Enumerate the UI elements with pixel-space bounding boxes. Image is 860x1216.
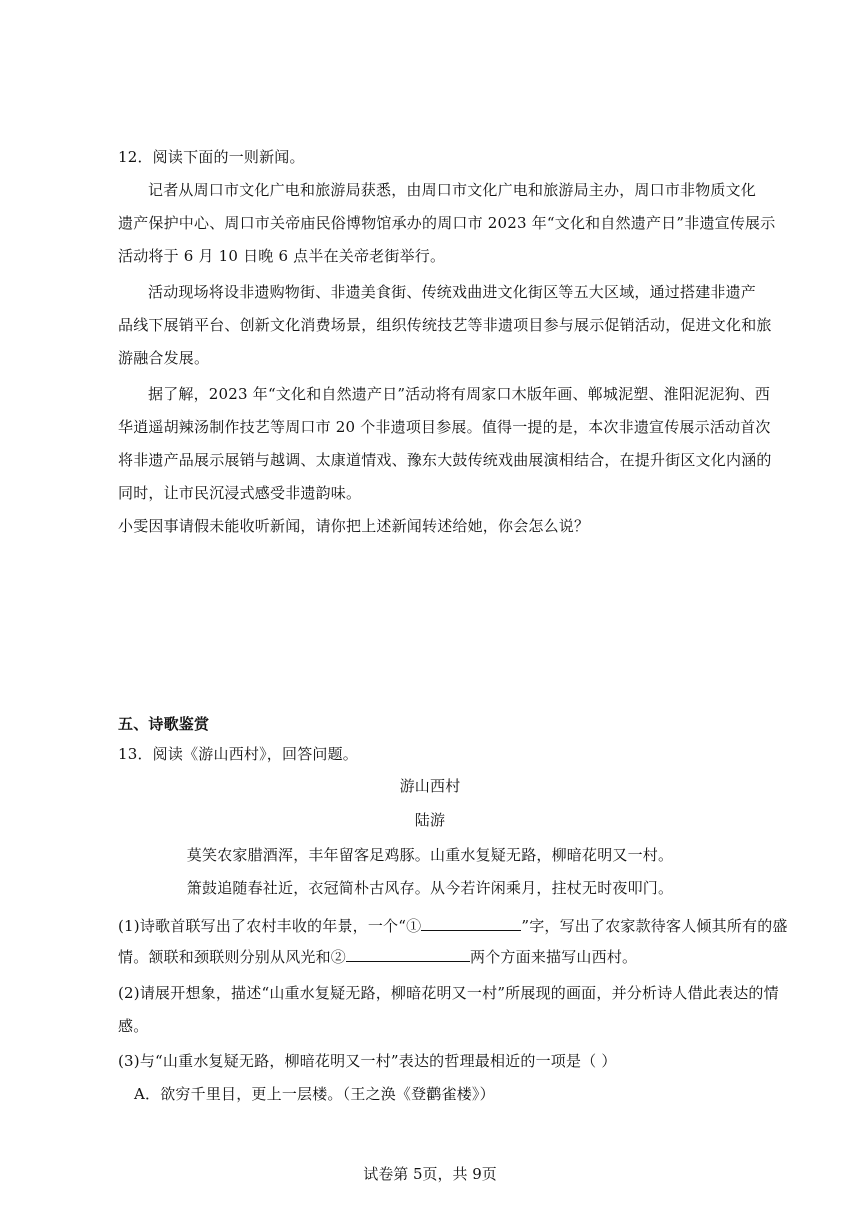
question-13-title: 13．阅读《游山西村》，回答问题。 (118, 745, 358, 763)
question-12-title: 12．阅读下面的一则新闻。 (118, 148, 305, 166)
poem-author: 陆游 (414, 811, 446, 829)
section-heading: 五、诗歌鉴赏 (118, 715, 210, 733)
subquestion-1-line-2 (118, 945, 637, 967)
subquestion-3: (3)与“山重水复疑无路，柳暗花明又一村”表达的哲理最相近的一项是（ ） (118, 1052, 617, 1070)
subquestion-1-text-a: (1)诗歌首联写出了农村丰收的年景，一个“① (118, 917, 422, 935)
news-paragraph-3-line-1: 据了解，2023 年“文化和自然遗产日”活动将有周家口木版年画、郸城泥塑、淮阳泥泥狗、西 (148, 385, 771, 403)
subquestion-2-line-1: (2)请展开想象，描述“山重水复疑无路，柳暗花明又一村”所展现的画面，并分析诗人借此表达的情 (118, 984, 779, 1002)
news-paragraph-1-line-3: 活动将于 6 月 10 日晚 6 点半在关帝老街举行。 (118, 247, 446, 265)
subquestion-2-line-2: 感。 (118, 1017, 149, 1035)
news-paragraph-2-line-3: 游融合发展。 (118, 349, 210, 367)
news-paragraph-1-line-1: 记者从周口市文化广电和旅游局获悉，由周口市文化广电和旅游局主办，周口市非物质文化 (148, 181, 757, 199)
subquestion-1-text-c: 情。颔联和颈联则分别从风光和② (118, 948, 347, 966)
poem-line-1: 莫笑农家腊酒浑，丰年留客足鸡豚。山重水复疑无路，柳暗花明又一村。 (186, 846, 674, 864)
news-paragraph-2-line-2: 品线下展销平台、创新文化消费场景，组织传统技艺等非遗项目参与展示促销活动，促进文化和旅 (118, 316, 772, 334)
poem-title: 游山西村 (399, 777, 461, 795)
news-paragraph-3-line-4: 同时，让市民沉浸式感受非遗韵味。 (118, 484, 362, 502)
news-paragraph-3-line-3: 将非遗产品展示展销与越调、太康道情戏、豫东大鼓传统戏曲展演相结合，在提升街区文化内涵的 (118, 451, 772, 469)
news-paragraph-2-line-1: 活动现场将设非遗购物街、非遗美食街、传统戏曲进文化街区等五大区域，通过搭建非遗产 (148, 283, 757, 301)
poem-line-2: 箫鼓追随春社近，衣冠简朴古风存。从今若许闲乘月，拄杖无时夜叩门。 (186, 879, 674, 897)
option-a: A．欲穷千里目，更上一层楼。（王之涣《登鹳雀楼》） (134, 1085, 495, 1103)
page-footer: 试卷第 5页，共 9页 (363, 1165, 497, 1183)
subquestion-1-text-b: ”字，写出了农家款待客人倾其所有的盛 (521, 917, 788, 935)
subquestion-1-text-d: 两个方面来描写山西村。 (470, 948, 638, 966)
answer-blank-2[interactable] (346, 945, 470, 962)
subquestion-1-line-1 (118, 914, 788, 936)
answer-blank-1[interactable] (421, 914, 521, 931)
news-paragraph-1-line-2: 遗产保护中心、周口市关帝庙民俗博物馆承办的周口市 2023 年“文化和自然遗产日”非遗宣传展示 (118, 214, 776, 232)
news-paragraph-3-line-2: 华逍遥胡辣汤制作技艺等周口市 20 个非遗项目参展。值得一提的是，本次非遗宣传展示活动首次 (118, 418, 771, 436)
question-12-prompt: 小雯因事请假未能收听新闻，请你把上述新闻转述给她，你会怎么说？ (118, 517, 590, 535)
